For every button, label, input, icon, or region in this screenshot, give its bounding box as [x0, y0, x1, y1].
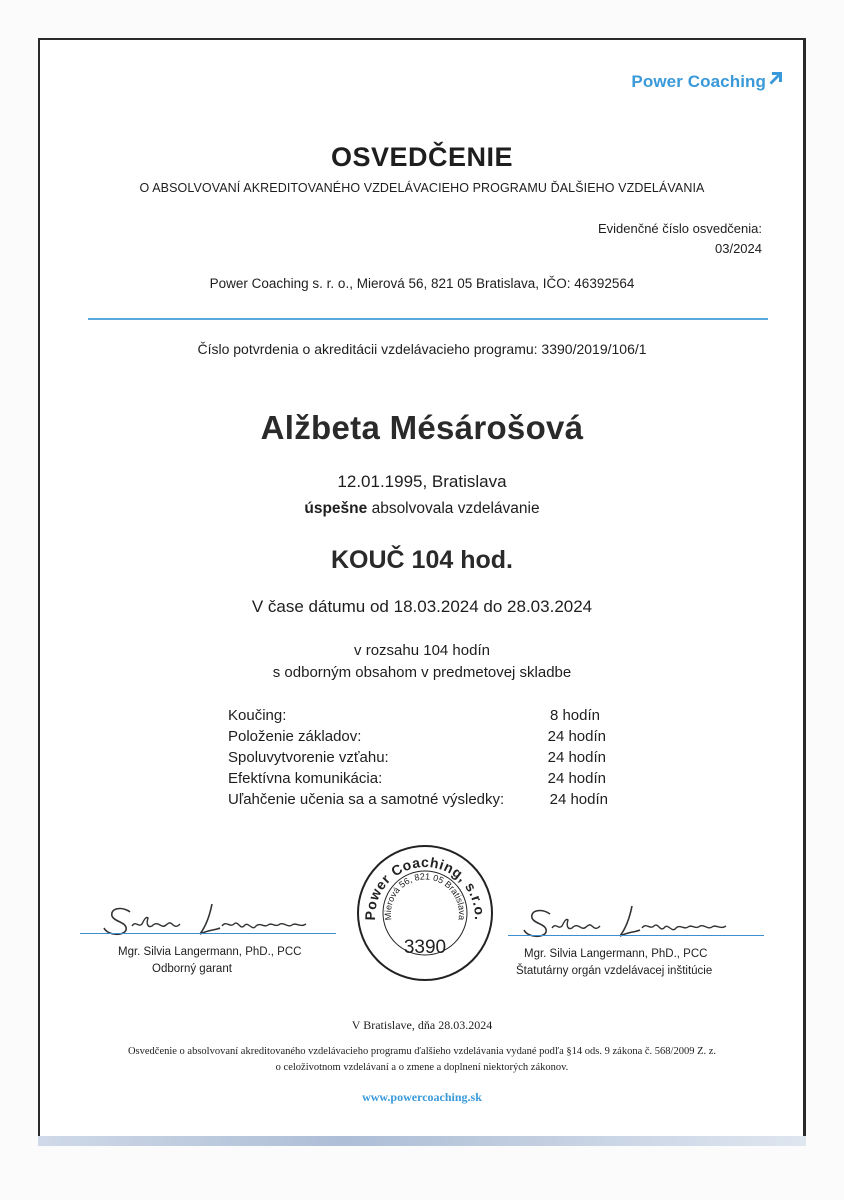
course-dates: V čase dátumu od 18.03.2024 do 28.03.2024: [251, 597, 593, 616]
subject-row: [228, 707, 608, 728]
subject-list: [228, 707, 608, 812]
brand-name: Power Coaching: [631, 72, 766, 91]
evidence-number-label: Evidenčné číslo osvedčenia:: [597, 221, 762, 236]
legal-note-continued: o celoživotnom vzdelávaní a o zmene a doplnení niektorých zákonov.: [275, 1062, 569, 1073]
certificate-subtitle: O ABSOLVOVANÍ AKREDITOVANÉHO VZDELÁVACIEHO PROGRAMU ĎALŠIEHO VZDELÁVANIA: [139, 181, 705, 195]
subject-label: Uľahčenie učenia sa a samotné výsledky:: [228, 791, 505, 808]
stamp-inner-text: Mierová 56, 821 05 Bratislava: [382, 871, 468, 921]
subject-hours: 24 hodín: [547, 770, 606, 787]
place-date: V Bratislave, dňa 28.03.2024: [351, 1018, 493, 1032]
arrow-up-right-icon: [768, 70, 784, 86]
divider: [88, 318, 768, 320]
subject-label: Spoluvytvorenie vzťahu:: [228, 749, 389, 766]
company-line: Power Coaching s. r. o., Mierová 56, 821 05 Bratislava, IČO: 46392564: [209, 276, 635, 291]
subject-label: Koučing:: [228, 707, 287, 724]
subject-row: [228, 770, 608, 791]
left-signer-name: Mgr. Silvia Langermann, PhD., PCC: [118, 946, 302, 958]
right-signature: [514, 902, 754, 944]
website-link[interactable]: www.powercoaching.sk: [362, 1090, 482, 1104]
course-title: KOUČ 104 hod.: [331, 546, 513, 574]
subject-label: Položenie základov:: [228, 728, 362, 745]
left-signer-role: Odborný garant: [152, 963, 232, 975]
legal-note: Osvedčenie o absolvovaní akreditovaného vzdelávacieho programu ďalšieho vzdelávania vydané podľa §14 ods. 9 zákona č. 568/2009 Z. z.: [127, 1046, 717, 1057]
course-scope: v rozsahu 104 hodín: [354, 642, 490, 659]
left-signature-line: [80, 933, 336, 934]
success-bold: úspešne: [304, 500, 368, 517]
subject-hours: 24 hodín: [547, 749, 606, 766]
svg-text:Power Coaching, s.r.o.: [362, 854, 488, 921]
accreditation-line: Číslo potvrdenia o akreditácii vzdelávacieho programu: 3390/2019/106/1: [197, 341, 647, 357]
right-signer-name: Mgr. Silvia Langermann, PhD., PCC: [524, 948, 708, 960]
course-scope-detail: s odborným obsahom v predmetovej skladbe: [272, 664, 572, 681]
success-line: [0, 500, 844, 518]
subject-row: [228, 791, 608, 812]
success-rest: absolvovala vzdelávanie: [367, 500, 540, 517]
right-signer-role: Štatutárny orgán vzdelávacej inštitúcie: [516, 965, 713, 977]
recipient-birth: 12.01.1995, Bratislava: [337, 472, 507, 491]
recipient-name: Alžbeta Mésárošová: [260, 409, 584, 446]
evidence-number-value: 03/2024: [715, 241, 762, 256]
subject-hours: 24 hodín: [547, 728, 606, 745]
subject-label: Efektívna komunikácia:: [228, 770, 383, 787]
certificate-title: OSVEDČENIE: [330, 142, 514, 172]
subject-row: [228, 749, 608, 770]
right-signature-line: [508, 935, 764, 936]
subject-hours: 24 hodín: [549, 791, 608, 808]
scan-edge: [38, 1136, 806, 1146]
stamp-outer-text: Power Coaching, s.r.o.: [361, 853, 489, 921]
company-stamp: [355, 843, 495, 983]
subject-hours: 8 hodín: [549, 707, 600, 724]
stamp-number: 3390: [403, 937, 447, 958]
subject-row: [228, 728, 608, 749]
